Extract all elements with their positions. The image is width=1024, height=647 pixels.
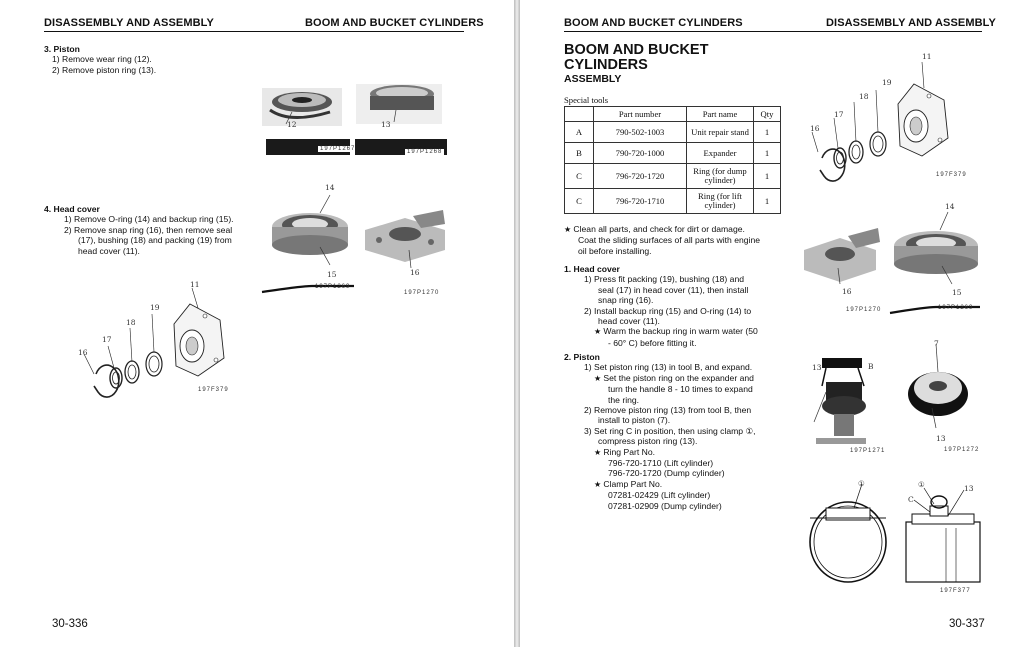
fig-label-15: 15 bbox=[327, 270, 337, 279]
left-head-cover-step-2: 2) Remove snap ring (16), then remove seal (17), bushing (18) and packing (19) from head cover (11). bbox=[64, 224, 233, 256]
fig-caption-197P1267: 197P1267 bbox=[320, 146, 356, 152]
expander-note: Set the piston ring on the expander and turn the handle 8 - 10 times to expand the ring. bbox=[603, 372, 754, 405]
fig-caption-197F379-left: 197F379 bbox=[198, 387, 229, 393]
ring-part-line-2: 796-720-1720 (Dump cylinder) bbox=[608, 468, 725, 479]
right-fig-caption-197P1271: 197P1271 bbox=[850, 448, 886, 454]
piston-label-13: 13 bbox=[936, 434, 946, 443]
tool-part-name: Ring (for lift cylinder) bbox=[687, 189, 754, 214]
assembly-title-line-2: CYLINDERS bbox=[564, 57, 648, 73]
right-fig-caption-197F377: 197F377 bbox=[940, 588, 971, 594]
star-icon: ★ bbox=[594, 373, 604, 383]
tool-letter: C bbox=[565, 189, 594, 214]
clamp-label-1a: ① bbox=[858, 479, 865, 488]
right-exploded-label-17: 17 bbox=[834, 110, 844, 119]
piston-ring-photo bbox=[356, 78, 442, 134]
right-piston-section bbox=[564, 352, 760, 511]
left-piston-heading: 3. Piston bbox=[44, 44, 80, 54]
tools-col-part-name: Part name bbox=[687, 107, 754, 122]
right-piston-heading: 2. Piston bbox=[564, 352, 600, 362]
right-page bbox=[520, 0, 1024, 647]
right-fig-label-16: 16 bbox=[842, 287, 852, 296]
table-row bbox=[565, 122, 781, 143]
piston-label-7: 7 bbox=[934, 339, 939, 348]
special-tools-table bbox=[564, 106, 781, 214]
tool-qty: 1 bbox=[754, 189, 781, 214]
right-piston-step-1: 1) Set piston ring (13) in tool B, and expand. bbox=[584, 362, 753, 373]
right-head-cover-step-1: 1) Press fit packing (19), bushing (18) and seal (17) in head cover (11), then install snap ring (16). bbox=[584, 274, 749, 306]
exploded-label-17: 17 bbox=[102, 335, 112, 344]
ring-part-no-heading bbox=[564, 447, 760, 458]
tool-part-number: 796-720-1710 bbox=[594, 189, 687, 214]
tool-letter: C bbox=[565, 164, 594, 189]
cleaning-note-text bbox=[564, 224, 760, 256]
right-fig-caption-197P1272: 197P1272 bbox=[944, 447, 980, 453]
right-exploded-label-11: 11 bbox=[922, 52, 932, 61]
cleaning-note bbox=[564, 224, 760, 256]
tool-part-number: 790-502-1003 bbox=[594, 122, 687, 143]
right-piston-step-2: 2) Remove piston ring (13) from tool B, then install to piston (7). bbox=[584, 405, 752, 426]
clamp-part-no-label: Clamp Part No. bbox=[603, 478, 663, 489]
right-snap-ring-photo bbox=[804, 228, 880, 290]
tool-part-number: 790-720-1000 bbox=[594, 143, 687, 164]
left-head-cover-heading: 4. Head cover bbox=[44, 204, 100, 214]
ring-part-no-label: Ring Part No. bbox=[603, 446, 655, 457]
right-piston-step-3: 3) Set ring C in position, then using clamp ①, compress piston ring (13). bbox=[584, 425, 756, 447]
right-exploded-label-16: 16 bbox=[810, 124, 820, 133]
right-head-cover-section bbox=[564, 264, 760, 348]
assembly-subtitle: ASSEMBLY bbox=[564, 73, 622, 85]
clamp-part-line-2: 07281-02909 (Dump cylinder) bbox=[608, 500, 722, 511]
star-icon: ★ bbox=[594, 447, 604, 457]
table-row bbox=[565, 164, 781, 189]
right-head-cover-star-note bbox=[564, 326, 760, 348]
tool-letter: A bbox=[565, 122, 594, 143]
expander-label-B: B bbox=[868, 362, 874, 371]
right-head-cover-oring-photo bbox=[890, 212, 982, 292]
left-header-topic: BOOM AND BUCKET CYLINDERS bbox=[305, 17, 484, 29]
right-page-number: 30-337 bbox=[949, 618, 985, 630]
cleaning-note-body: Clean all parts, and check for dirt or damage. Coat the sliding surfaces of all parts with engine oil before installing. bbox=[573, 224, 761, 256]
tool-letter: B bbox=[565, 143, 594, 164]
table-row bbox=[565, 189, 781, 214]
clamp-part-line-1: 07281-02429 (Lift cylinder) bbox=[608, 490, 711, 501]
left-piston-step-2: 2) Remove piston ring (13). bbox=[52, 64, 157, 75]
exploded-label-16: 16 bbox=[78, 348, 88, 357]
star-icon: ★ bbox=[594, 327, 604, 337]
warm-water-note: Warm the backup ring in warm water (50 - 60° C) before fitting it. bbox=[603, 326, 758, 348]
left-piston-step-1: 1) Remove wear ring (12). bbox=[52, 54, 152, 65]
star-icon: ★ bbox=[594, 479, 604, 489]
left-head-cover-section bbox=[44, 204, 240, 256]
right-fig-caption-197F379: 197F379 bbox=[936, 172, 967, 178]
clamp-diagram bbox=[806, 478, 982, 590]
right-fig-caption-197P1270: 197P1270 bbox=[846, 307, 882, 313]
fig-caption-197P1269: 197P1269 bbox=[315, 284, 351, 290]
right-head-cover-step-2: 2) Install backup ring (15) and O-ring (14) to head cover (11). bbox=[584, 305, 752, 327]
right-header-rule bbox=[564, 31, 982, 32]
left-head-cover-step-1: 1) Remove O-ring (14) and backup ring (15). bbox=[64, 214, 234, 225]
right-fig-caption-197P1269: 197P1269 bbox=[938, 305, 974, 311]
right-header-topic: BOOM AND BUCKET CYLINDERS bbox=[564, 17, 743, 29]
clamp-part-no-heading bbox=[564, 479, 760, 490]
ring-part-line-1: 796-720-1710 (Lift cylinder) bbox=[608, 458, 714, 469]
table-row bbox=[565, 143, 781, 164]
fig-label-14: 14 bbox=[325, 183, 335, 192]
right-piston-star-1 bbox=[564, 373, 760, 405]
exploded-label-11: 11 bbox=[190, 280, 200, 289]
tools-table-header bbox=[565, 107, 781, 122]
special-tools-label: Special tools bbox=[564, 95, 609, 105]
clamp-label-13: 13 bbox=[964, 484, 974, 493]
right-fig-label-15: 15 bbox=[952, 288, 962, 297]
tool-qty: 1 bbox=[754, 164, 781, 189]
assembly-title-line-1: BOOM AND BUCKET bbox=[564, 42, 709, 58]
tool-part-name: Ring (for dump cylinder) bbox=[687, 164, 754, 189]
expander-label-13: 13 bbox=[812, 363, 822, 372]
assembly-title bbox=[564, 43, 708, 73]
snap-ring-photo bbox=[365, 210, 445, 272]
tool-qty: 1 bbox=[754, 122, 781, 143]
exploded-label-18: 18 bbox=[126, 318, 136, 327]
left-header-section: DISASSEMBLY AND ASSEMBLY bbox=[44, 17, 214, 29]
fig-caption-197P1270: 197P1270 bbox=[404, 290, 440, 296]
piston-with-ring-photo bbox=[900, 342, 972, 438]
exploded-label-19: 19 bbox=[150, 303, 160, 312]
clamp-label-C: C bbox=[908, 495, 914, 504]
tools-col-letter bbox=[565, 107, 594, 122]
left-header-rule bbox=[44, 31, 464, 32]
fig-label-12: 12 bbox=[287, 120, 297, 129]
right-head-cover-heading: 1. Head cover bbox=[564, 264, 620, 274]
head-cover-oring-photo bbox=[268, 195, 352, 270]
tool-part-name: Unit repair stand bbox=[687, 122, 754, 143]
wear-ring-photo bbox=[262, 80, 342, 140]
right-head-cover-exploded-diagram bbox=[806, 62, 956, 187]
tools-col-part-number: Part number bbox=[594, 107, 687, 122]
right-exploded-label-18: 18 bbox=[859, 92, 869, 101]
tool-qty: 1 bbox=[754, 143, 781, 164]
tools-col-qty: Qty bbox=[754, 107, 781, 122]
left-piston-section bbox=[44, 44, 244, 75]
tool-part-number: 796-720-1720 bbox=[594, 164, 687, 189]
right-header-section: DISASSEMBLY AND ASSEMBLY bbox=[826, 17, 996, 29]
tool-part-name: Expander bbox=[687, 143, 754, 164]
left-page-number: 30-336 bbox=[52, 618, 88, 630]
fig-label-13: 13 bbox=[381, 120, 391, 129]
fig-caption-197P1268: 197P1268 bbox=[407, 149, 443, 155]
right-fig-label-14: 14 bbox=[945, 202, 955, 211]
clamp-label-1b: ① bbox=[918, 480, 925, 489]
right-exploded-label-19: 19 bbox=[882, 78, 892, 87]
star-icon: ★ bbox=[564, 225, 574, 234]
fig-label-16: 16 bbox=[410, 268, 420, 277]
